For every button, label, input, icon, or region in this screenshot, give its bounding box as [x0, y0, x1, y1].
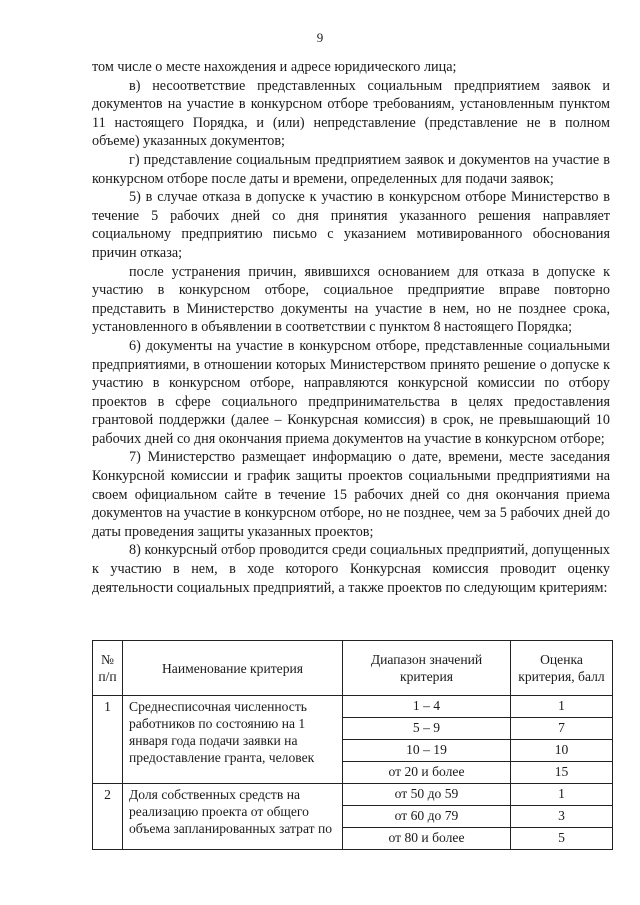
- header-score: Оценка критерия, балл: [511, 641, 613, 696]
- paragraph: 6) документы на участие в конкурсном отборе, представленные социальными предприятиями, в отношении которых Министерством принято решение о допуске к участию в конкурсном отборе, направляются конкурсной комиссии по отбору проектов в сфере социального предпринимательства в целях предоставления грантовой поддержки (далее – Конкурсная комиссия) в срок, не превышающий 10 рабочих дней со дня окончания приема документов на участие в конкурсном отборе;: [92, 337, 610, 447]
- score-cell: 3: [511, 806, 613, 828]
- paragraph: 8) конкурсный отбор проводится среди социальных предприятий, допущенных к участию в нем, в ходе которого Конкурсная комиссия проводит оценку деятельности социальных предприятий, а также проектов по следующим критериям:: [92, 542, 610, 596]
- table-header-row: [93, 641, 613, 696]
- score-cell: 15: [511, 762, 613, 784]
- paragraph: 5) в случае отказа в допуске к участию в конкурсном отборе Министерство в течение 5 рабочих дней со дня принятия указанного решения направляет социальному предприятию письмо с указанием мотивированного обоснования причин отказа;: [92, 189, 610, 261]
- paragraph: после устранения причин, явившихся основанием для отказа в допуске к участию в конкурсном отборе, социальное предприятие вправе повторно представить в Министерство документы на участие в нем, но не позднее срока, установленного в объявлении в соответствии с пунктом 8 настоящего Порядка;: [92, 263, 610, 336]
- table-row: [93, 784, 613, 806]
- score-cell: 10: [511, 740, 613, 762]
- paragraph: г) представление социальным предприятием заявок и документов на участие в конкурсном отборе после даты и времени, определенных для подачи заявок;: [92, 151, 610, 187]
- criteria-table: [92, 640, 613, 850]
- table-row: [93, 696, 613, 718]
- score-cell: 5: [511, 828, 613, 850]
- paragraph: 7) Министерство размещает информацию о дате, времени, месте заседания Конкурсной комиссии и график защиты проектов социальными предприятиями на своем официальном сайте в течение 15 рабочих дней со дня окончания приема документов на участие в конкурсном отборе, но не позднее, чем за 5 рабочих дней до даты проведения защиты указанных проектов;: [92, 449, 610, 540]
- header-criterion-name: Наименование критерия: [123, 641, 343, 696]
- range-cell: 10 – 19: [343, 740, 511, 762]
- range-cell: от 60 до 79: [343, 806, 511, 828]
- header-number: № п/п: [93, 641, 123, 696]
- header-value-range: Диапазон значений критерия: [343, 641, 511, 696]
- criterion-number: 2: [93, 784, 123, 850]
- criterion-number: 1: [93, 696, 123, 784]
- page-number: 9: [316, 30, 324, 45]
- score-cell: 1: [511, 696, 613, 718]
- range-cell: от 80 и более: [343, 828, 511, 850]
- paragraph: том числе о месте нахождения и адресе юридического лица;: [92, 59, 457, 75]
- range-cell: 1 – 4: [343, 696, 511, 718]
- criterion-name: Доля собственных средств на реализацию проекта от общего объема запланированных затрат по: [123, 784, 343, 850]
- paragraph: в) несоответствие представленных социальным предприятием заявок и документов на участие в конкурсном отборе требованиям, установленным пунктом 11 настоящего Порядка, и (или) непредставление (представление не в полном объеме) указанных документов;: [92, 77, 610, 150]
- body-text: [92, 58, 610, 597]
- range-cell: от 20 и более: [343, 762, 511, 784]
- score-cell: 7: [511, 718, 613, 740]
- score-cell: 1: [511, 784, 613, 806]
- criterion-name: Среднесписочная численность работников по состоянию на 1 января года подачи заявки на предоставление гранта, человек: [123, 696, 343, 784]
- range-cell: от 50 до 59: [343, 784, 511, 806]
- range-cell: 5 – 9: [343, 718, 511, 740]
